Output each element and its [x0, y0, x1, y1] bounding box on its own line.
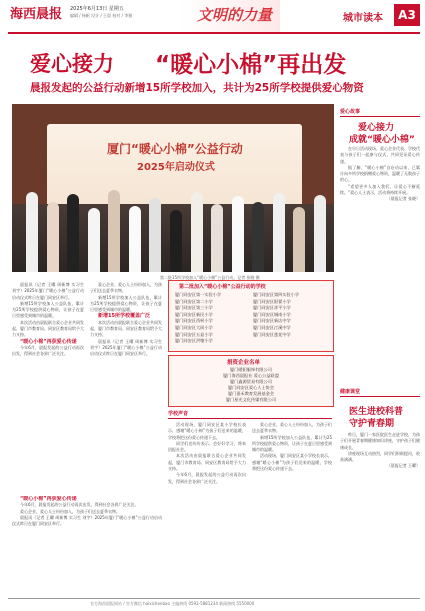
- list-item: 厦门同安区祥平小学: [253, 305, 291, 311]
- masthead-rule: [8, 32, 420, 34]
- list-item: 厦门星光文化传媒有限公司: [225, 397, 277, 402]
- list-item: 厦门同安区莲花中学: [253, 331, 291, 337]
- people-row: [26, 176, 326, 272]
- list-item: 厦门同安区城南小学: [253, 311, 291, 317]
- list-item: 厦门同安区西柯小学: [175, 318, 213, 324]
- headline-kicker: 爱心接力: [30, 52, 114, 76]
- right-title-2: 成就“暖心小棉”: [349, 135, 415, 145]
- headline-subhead: 晨报发起的公益行动新增15所学校加入，共计为25所学校提供爱心物资: [30, 82, 364, 94]
- list-item: 厦门同安区第三小学: [175, 305, 213, 311]
- lower-mid-kicker: 学校声音: [168, 411, 189, 417]
- list-item: 厦门同安区爱心人士协会: [227, 385, 275, 390]
- right-title2-1: 医生进校科普: [349, 407, 404, 417]
- list-item: 厦门海西晨报社 爱心公益联盟: [223, 373, 279, 378]
- list-item: 厦门嘉禾教育发展基金会: [227, 391, 275, 396]
- lower-mid-col-1: 活动现场，厦门同安区某小学校长表示，感谢“暖心小棉”为孩子们送来的温暖，学校将把这份爱心传递下去。 同学们也纷纷表示，会好好学习，将来回报社会。 本次活动由晨报联合爱心企业共同发起，厦门市教育局、同安区教育局给予大力支持。 今年6月，晨报发起的公益行动再次出发，得到社会各界广泛关注。: [168, 422, 246, 484]
- backdrop-title: 厦门“暖心小棉”公益行动: [107, 142, 243, 156]
- list-item: 厦门同安区洪塘小学: [175, 338, 213, 344]
- enterprise-list: [169, 367, 333, 403]
- page-number: A3: [394, 4, 420, 26]
- list-item: 厦门同安区新店中学: [253, 318, 291, 324]
- school-list-title: 第二批加入“暖心小棉”公益行动的学校: [179, 284, 266, 290]
- enterprise-box: [168, 355, 334, 407]
- list-item: 厦门同安区汀溪中学: [253, 324, 291, 330]
- headline-main: “暖心小棉”再出发: [155, 52, 347, 78]
- list-item: 厦门同安区第二小学: [175, 298, 213, 304]
- list-item: 厦门同安区第一实验小学: [175, 292, 222, 297]
- list-item: 厦门同安区第四实验小学: [253, 292, 300, 297]
- editor-line: 编辑 / 杨帆 设计 / 王晨 校对 / 李雅: [70, 13, 133, 18]
- right-title2-2: 守护青春期: [349, 419, 395, 429]
- right-kicker2-rule: [340, 396, 420, 397]
- body-column-2: 爱心企业、爱心人士纷纷加入，为孩子们送去夏季衣物。 新增15所学校加入公益队伍，累计为25所学校提供爱心物资，让孩子在夏日里感受到城市的温暖。 新增15所学校覆盖广泛 本次活动由晨报联合爱心企业共同发起，厦门市教育局、同安区教育局给予大力支持。 晨报讯（记者 王曜 周新博 实习生 刘宇）2025年厦门“暖心小棉”公益行动启动仪式昨日在厦门同安区举行。: [90, 282, 162, 357]
- lower-mid-rule: [168, 418, 332, 419]
- photo-caption: 第二批15所学校加入“暖心小棉”公益行动。记者 张晓 摄: [160, 275, 260, 280]
- list-item: 厦门同安区阳翟小学: [253, 298, 291, 304]
- list-item: 厦门同安区五显小学: [175, 331, 213, 337]
- right-title-1: 爱心接力: [358, 123, 395, 133]
- list-item: 厦门暖阳服饰有限公司: [230, 367, 272, 372]
- masthead-logo: 海西晨报: [10, 7, 63, 22]
- list-item: 厦门鑫源贸易有限公司: [230, 379, 272, 384]
- footer-rule: [8, 598, 420, 599]
- banner-title: 文明的力量: [197, 6, 273, 24]
- footer-text: 官方海西晨报网站 / 官方微信 haixichenbao 主编热线 0592-5881234 新闻热线 5550000: [90, 601, 255, 606]
- right-body: 在早日活动现场，爱心企业代表、学校代表与孩子们一起参与仪式，共同见证爱心传递。 据了解，“暖心小棉”自启动以来，已累计向多所学校捐赠爱心物资，温暖了无数孩子的心。 “希望更多人加入我们，让爱心不断延续。”爱心人士表示，活动将持续开展。 （晨报记者 张晓）: [340, 146, 420, 202]
- school-list-left: [175, 292, 221, 345]
- body-column-1: 晨报讯（记者 王曜 周新博 实习生 刘宇）2025年厦门“暖心小棉”公益行动启动仪式昨日在厦门同安区举行。 新增15所学校加入公益队伍，累计为25所学校提供爱心物资，让孩子在夏日里感受到城市的温暖。 本次活动由晨报联合爱心企业共同发起，厦门市教育局、同安区教育局给予大力支持。 “暖心小棉”再获爱心传递 今年6月，晨报发起的公益行动再次出发，得到社会各界广泛关注。: [12, 282, 84, 357]
- date-line: 2025年6月13日 星期五: [70, 6, 124, 12]
- enterprise-title: 捐资企业名单: [227, 360, 261, 366]
- list-item: 厦门同安区大同小学: [175, 324, 213, 330]
- section-label: 城市读本: [343, 13, 383, 24]
- lower-mid-col-2: 爱心企业、爱心人士纷纷加入，为孩子们送去夏季衣物。 新增15所学校加入公益队伍，累计为25所学校提供爱心物资，让孩子在夏日里感受到城市的温暖。 活动现场，厦门同安区某小学校长表示，感谢“暖心小棉”为孩子们送来的温暖，学校将把这份爱心传递下去。: [252, 422, 332, 472]
- right-kicker-rule: [340, 116, 420, 117]
- school-list-right: [253, 292, 299, 338]
- list-item: 厦门同安区新民小学: [175, 311, 213, 317]
- backdrop-year: 2025年启动仪式: [137, 162, 215, 173]
- event-photo: [12, 104, 334, 272]
- right-kicker: 爱心故事: [340, 109, 361, 115]
- body-column-3: “暖心小棉”再获爱心传递 今年6月，晨报发起的公益行动再次出发，得到社会各界广泛关注。 爱心企业、爱心人士纷纷加入，为孩子们送去夏季衣物。 晨报讯（记者 王曜 周新博 实习生 刘宇）2025年厦门“暖心小棉”公益行动启动仪式昨日在厦门同安区举行。: [12, 496, 162, 527]
- school-list-box: [168, 280, 334, 352]
- right-kicker-2: 健康课堂: [340, 389, 361, 395]
- right-body-2: 昨日，厦门一家医院医生走进学校，为孩子们开展青春期健康知识讲座，守护孩子们健康成长。 讲座现场互动热烈，同学们积极提问，收获满满。 （晨报记者 王曜）: [340, 432, 420, 469]
